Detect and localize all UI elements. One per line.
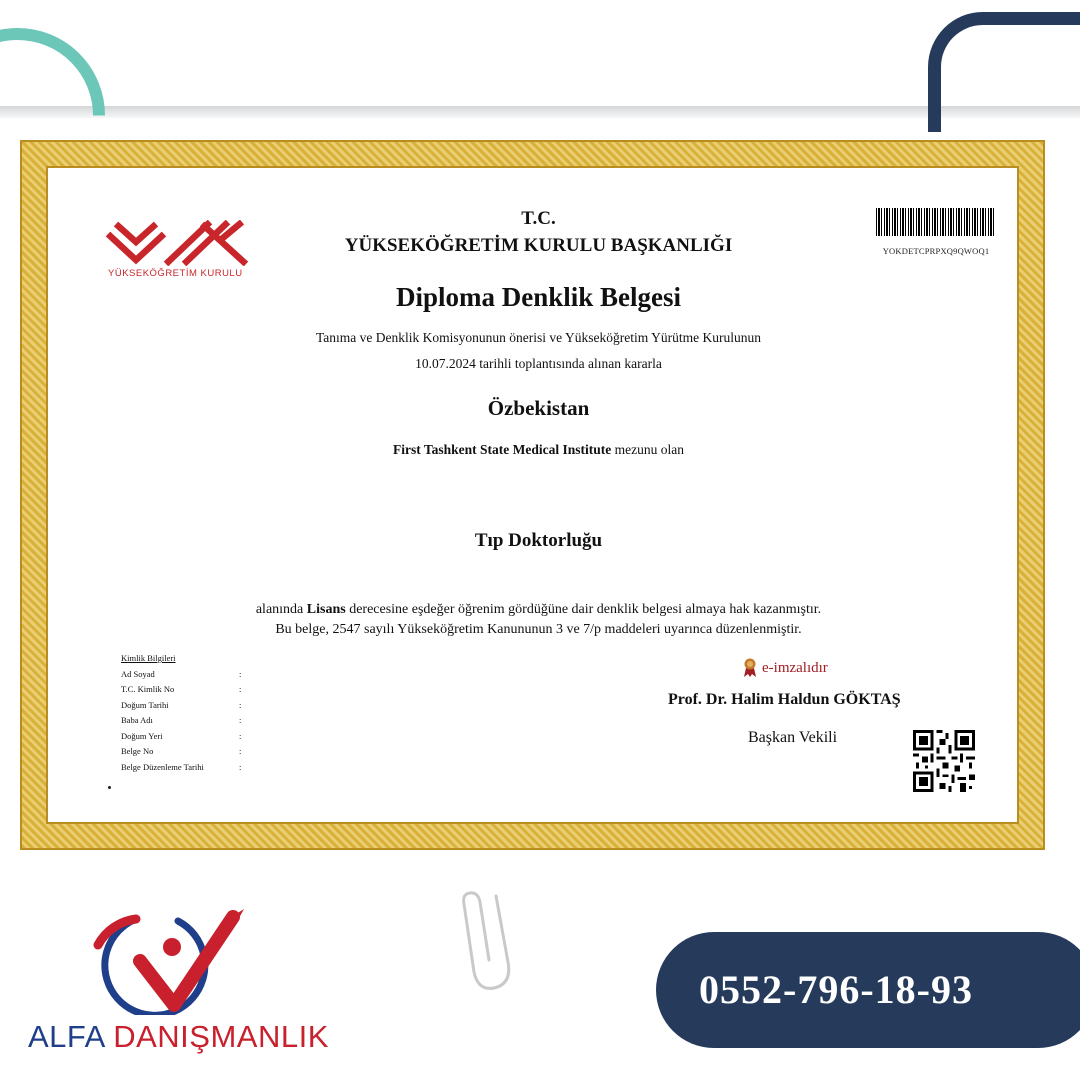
degree-field: Tıp Doktorluğu <box>474 530 603 551</box>
signer-name: Prof. Dr. Halim Haldun GÖKTAŞ <box>668 691 901 708</box>
brand-name <box>28 1019 329 1055</box>
identity-row <box>121 667 249 683</box>
identity-row <box>121 682 249 698</box>
identity-label: Ad Soyad <box>121 668 155 679</box>
decision-prefix: alanında <box>255 602 307 617</box>
phone-number[interactable]: 0552-796-18-93 <box>699 967 973 1012</box>
identity-row <box>121 713 249 729</box>
checkmark-person-logo-icon <box>28 905 268 1015</box>
header-tc: T.C. <box>521 208 556 229</box>
identity-row <box>121 744 249 760</box>
institution-line <box>48 442 1029 458</box>
signer-role: Başkan Vekili <box>748 729 838 746</box>
identity-label: T.C. Kimlik No <box>121 684 175 694</box>
identity-sep: : <box>239 746 242 756</box>
certificate-ornamental-frame <box>20 140 1045 850</box>
certificate-title: Diploma Denklik Belgesi <box>395 282 682 312</box>
identity-sep: : <box>239 715 242 725</box>
identity-sep: : <box>239 699 242 710</box>
identity-sep: : <box>239 761 242 772</box>
identity-label: Doğum Yeri <box>121 730 163 741</box>
identity-label: Belge No <box>121 746 154 756</box>
e-signature-badge <box>743 658 828 678</box>
decision-line <box>48 602 1029 618</box>
identity-block <box>121 651 249 775</box>
certificate <box>46 166 1019 824</box>
identity-label: Baba Adı <box>121 715 153 725</box>
identity-row <box>121 698 249 714</box>
yok-logo-text: YÜKSEKÖĞRETİM KURULU <box>108 268 243 279</box>
identity-label: Belge Düzenleme Tarihi <box>121 761 204 772</box>
navy-corner-decoration <box>928 12 1080 132</box>
paperclip-icon <box>458 888 518 998</box>
identity-heading: Kimlik Bilgileri <box>121 653 176 663</box>
subtitle-line-1: Tanıma ve Denklik Komisyonunun önerisi ve Yükseköğretim Yürütme Kurulunun <box>316 330 761 345</box>
phone-contact-pill[interactable] <box>656 932 1080 1048</box>
header-council: YÜKSEKÖĞRETİM KURULU BAŞKANLIĞI <box>344 235 733 256</box>
institution-suffix: mezunu olan <box>611 442 684 457</box>
identity-row <box>121 760 249 776</box>
institution-name: First Tashkent State Medical Institute <box>393 442 612 457</box>
decision-suffix: derecesine eşdeğer öğrenim gördüğüne dair denklik belgesi almaya hak kazanmıştır. <box>345 602 822 617</box>
identity-sep: : <box>239 684 242 694</box>
e-signature-label: e-imzalıdır <box>762 659 828 676</box>
subtitle-line-2: 10.07.2024 tarihli toplantısında alınan kararla <box>415 356 662 371</box>
brand-logo <box>28 905 368 1065</box>
barcode-code: YOKDETCPRPXQ9QWOQ1 <box>882 246 990 256</box>
legal-line: Bu belge, 2547 sayılı Yükseköğretim Kanununun 3 ve 7/p maddeleri uyarınca düzenlenmiştir. <box>275 622 802 637</box>
qr-code-icon <box>913 730 975 792</box>
identity-sep: : <box>239 668 242 679</box>
stray-dot <box>108 786 111 789</box>
header-divider-band <box>0 106 1080 118</box>
award-ribbon-icon <box>743 658 757 678</box>
identity-row <box>121 729 249 745</box>
country: Özbekistan <box>487 396 590 420</box>
decision-level: Lisans <box>306 602 346 617</box>
brand-name-danismanlik: DANIŞMANLIK <box>113 1019 329 1054</box>
brand-name-alfa: ALFA <box>28 1019 114 1054</box>
identity-sep: : <box>239 730 242 741</box>
identity-label: Doğum Tarihi <box>121 699 169 710</box>
